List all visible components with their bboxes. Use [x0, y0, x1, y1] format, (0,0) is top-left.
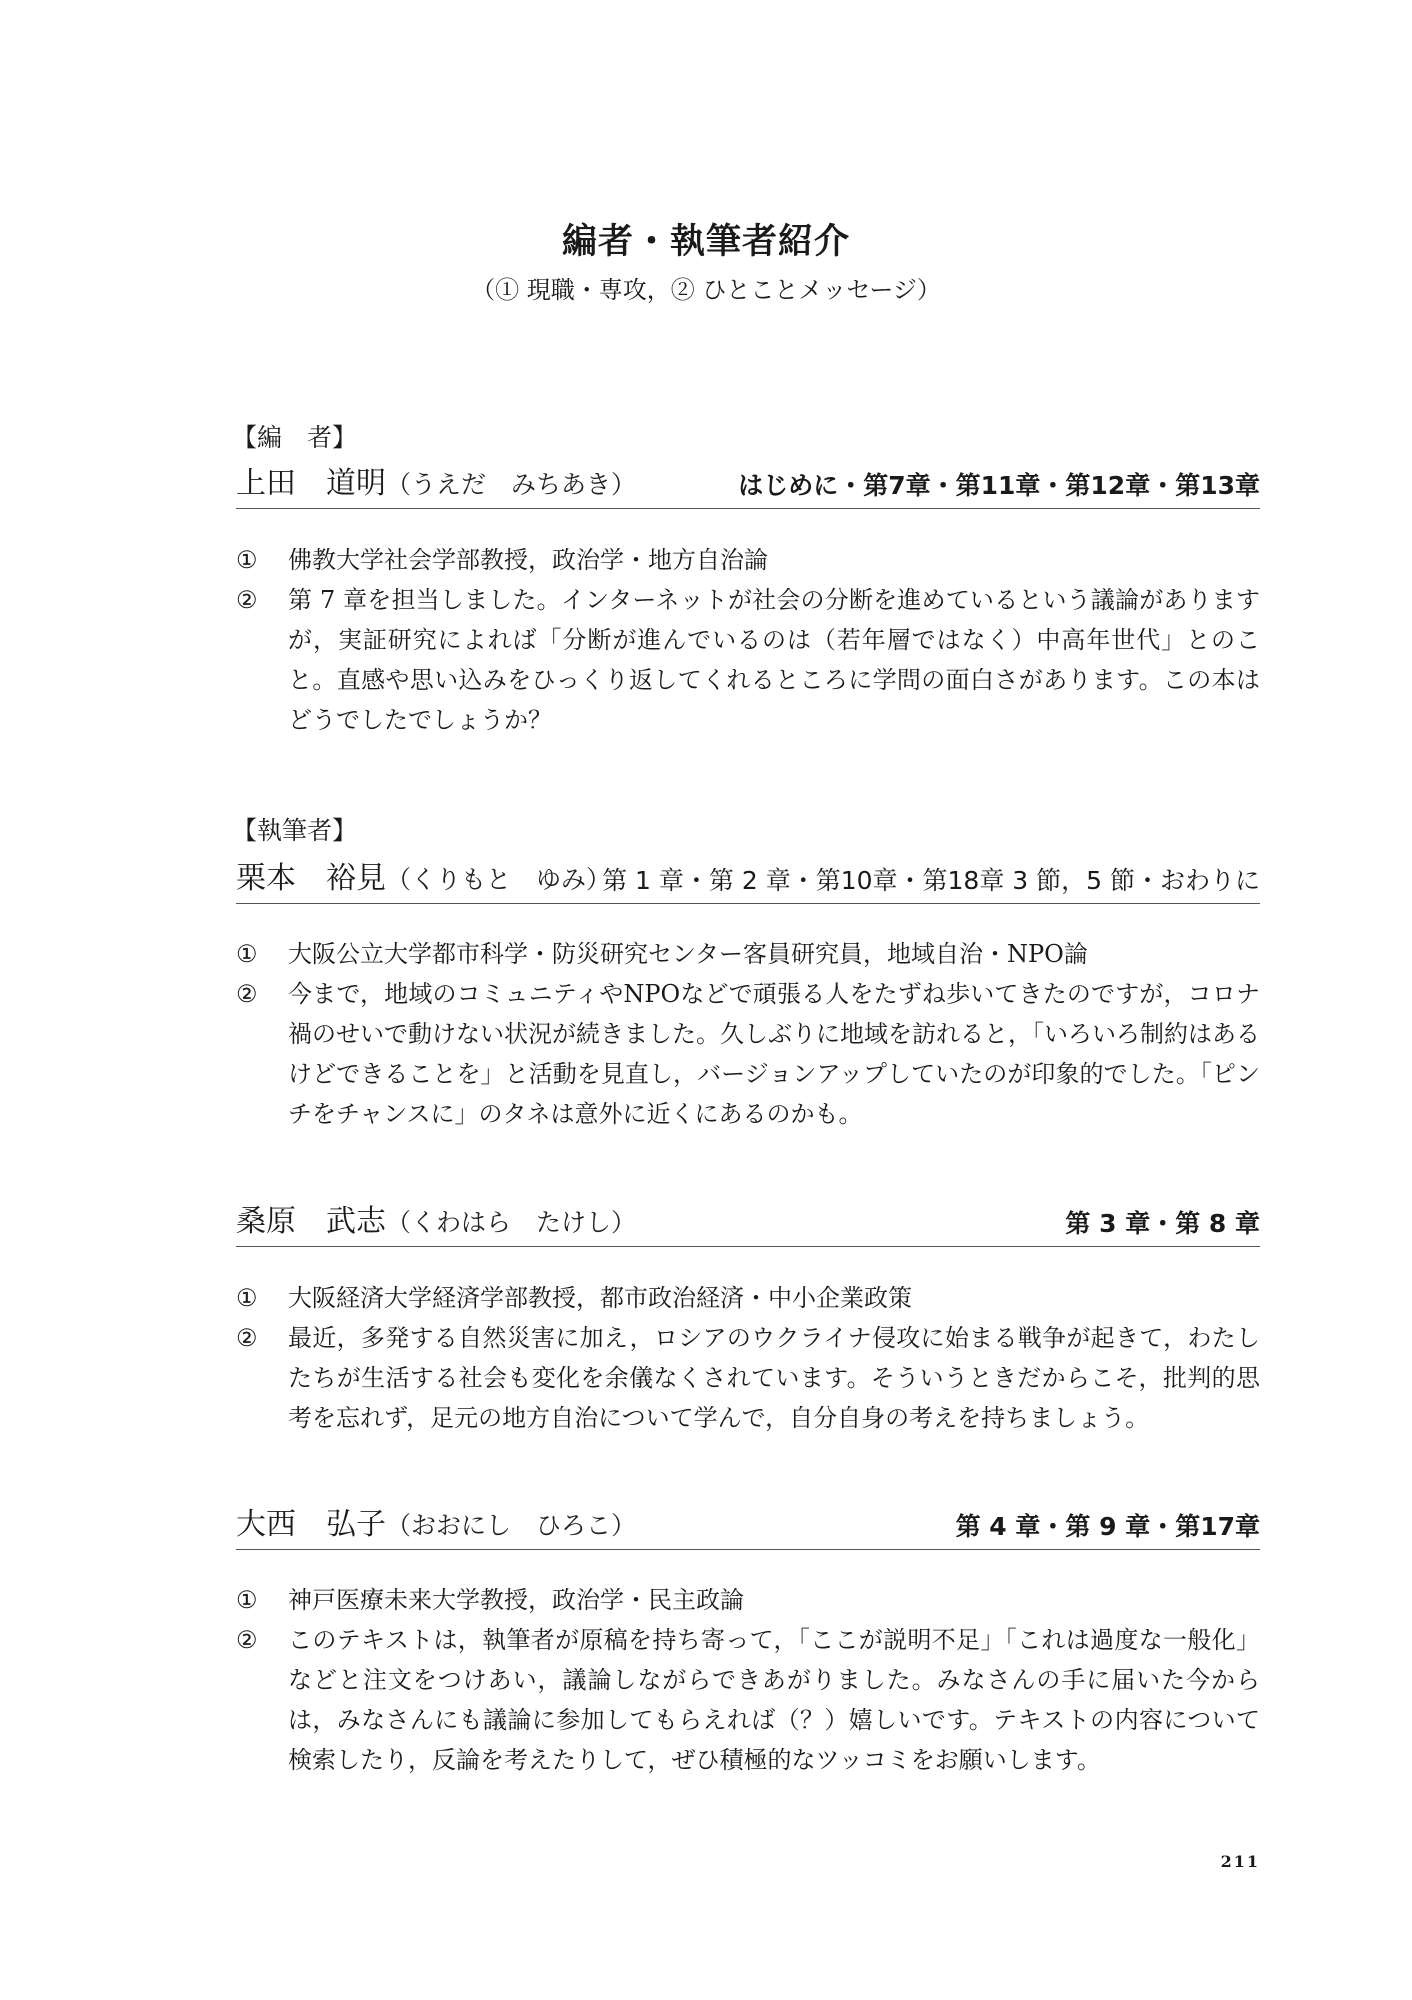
author-chapters: 第 4 章・第 9 章・第17章 — [955, 1512, 1260, 1541]
author-heading — [236, 1509, 1260, 1550]
author-chapters: 第 3 章・第 8 章 — [1065, 1209, 1260, 1238]
item-text: 大阪公立大学都市科学・防災研究センター客員研究員，地域自治・NPO論 — [288, 940, 1088, 968]
author-items — [236, 540, 1260, 740]
author-chapters: はじめに・第7章・第11章・第12章・第13章 — [738, 471, 1260, 500]
author-items — [236, 1580, 1260, 1780]
list-item — [236, 1318, 1260, 1438]
author-items — [236, 1278, 1260, 1438]
list-item — [236, 934, 1260, 974]
author-items — [236, 934, 1260, 1134]
item-text: 佛教大学社会学部教授，政治学・地方自治論 — [288, 546, 768, 574]
author-name: 栗本 裕見 — [236, 861, 386, 896]
author-chapters: 第 1 章・第 2 章・第10章・第18章 3 節，5 節・おわりに — [602, 866, 1260, 895]
item-marker: ① — [236, 1586, 258, 1614]
page-title: 編者・執筆者紹介 — [561, 222, 850, 262]
writers-section-label: 【執筆者】 — [232, 816, 358, 845]
item-text: 大阪経済大学経済学部教授，都市政治経済・中小企業政策 — [288, 1284, 912, 1312]
author-name: 桑原 武志 — [236, 1204, 386, 1239]
item-marker: ② — [236, 586, 258, 614]
author-kana: （おおにし ひろこ） — [386, 1511, 637, 1540]
list-item — [236, 1278, 1260, 1318]
item-marker: ① — [236, 940, 258, 968]
item-text: このテキストは，執筆者が原稿を持ち寄って，「ここが説明不足」「これは過度な一般化」などと注文をつけあい，議論しながらできあがりました。みなさんの手に届いた今からは，みなさんにも議論に参加してもらえれば（？）嬉しいです。テキストの内容について検索したり，反論を考えたりして，ぜひ積極的なツッコミをお願いします。 — [288, 1626, 1260, 1774]
author-name: 大西 弘子 — [236, 1507, 386, 1542]
page-subtitle: （① 現職・専攻，② ひとことメッセージ） — [471, 276, 941, 304]
item-marker: ② — [236, 1324, 258, 1352]
item-text: 最近，多発する自然災害に加え，ロシアのウクライナ侵攻に始まる戦争が起きて，わたしたちが生活する社会も変化を余儀なくされています。そういうときだからこそ，批判的思考を忘れず，足元の地方自治について学んで，自分自身の考えを持ちましょう。 — [288, 1324, 1260, 1432]
list-item — [236, 540, 1260, 580]
page-number: 211 — [1220, 1852, 1260, 1871]
list-item — [236, 1620, 1260, 1780]
editor-section-label: 【編 者】 — [232, 423, 358, 452]
author-kana: （くりもと ゆみ） — [386, 865, 612, 894]
author-kana: （うえだ みちあき） — [386, 470, 637, 499]
item-marker: ① — [236, 546, 258, 574]
item-marker: ① — [236, 1284, 258, 1312]
list-item — [236, 580, 1260, 740]
item-text: 神戸医療未来大学教授，政治学・民主政論 — [288, 1586, 744, 1614]
item-text: 今まで，地域のコミュニティやNPOなどで頑張る人をたずね歩いてきたのですが，コロナ禍のせいで動けない状況が続きました。久しぶりに地域を訪れると，「いろいろ制約はあるけどできることを」と活動を見直し，バージョンアップしていたのが印象的でした。「ピンチをチャンスに」のタネは意外に近くにあるのかも。 — [288, 980, 1260, 1128]
list-item — [236, 974, 1260, 1134]
author-name: 上田 道明 — [236, 466, 386, 501]
item-text: 第 7 章を担当しました。インターネットが社会の分断を進めているという議論がありますが，実証研究によれば「分断が進んでいるのは（若年層ではなく）中高年世代」とのこと。直感や思い込みをひっくり返してくれるところに学問の面白さがあります。この本はどうでしたでしょうか？ — [288, 586, 1260, 734]
item-marker: ② — [236, 980, 258, 1008]
author-heading — [236, 1206, 1260, 1247]
author-heading — [236, 468, 1260, 509]
author-kana: （くわはら たけし） — [386, 1208, 637, 1237]
item-marker: ② — [236, 1626, 258, 1654]
author-heading — [236, 863, 1260, 904]
list-item — [236, 1580, 1260, 1620]
